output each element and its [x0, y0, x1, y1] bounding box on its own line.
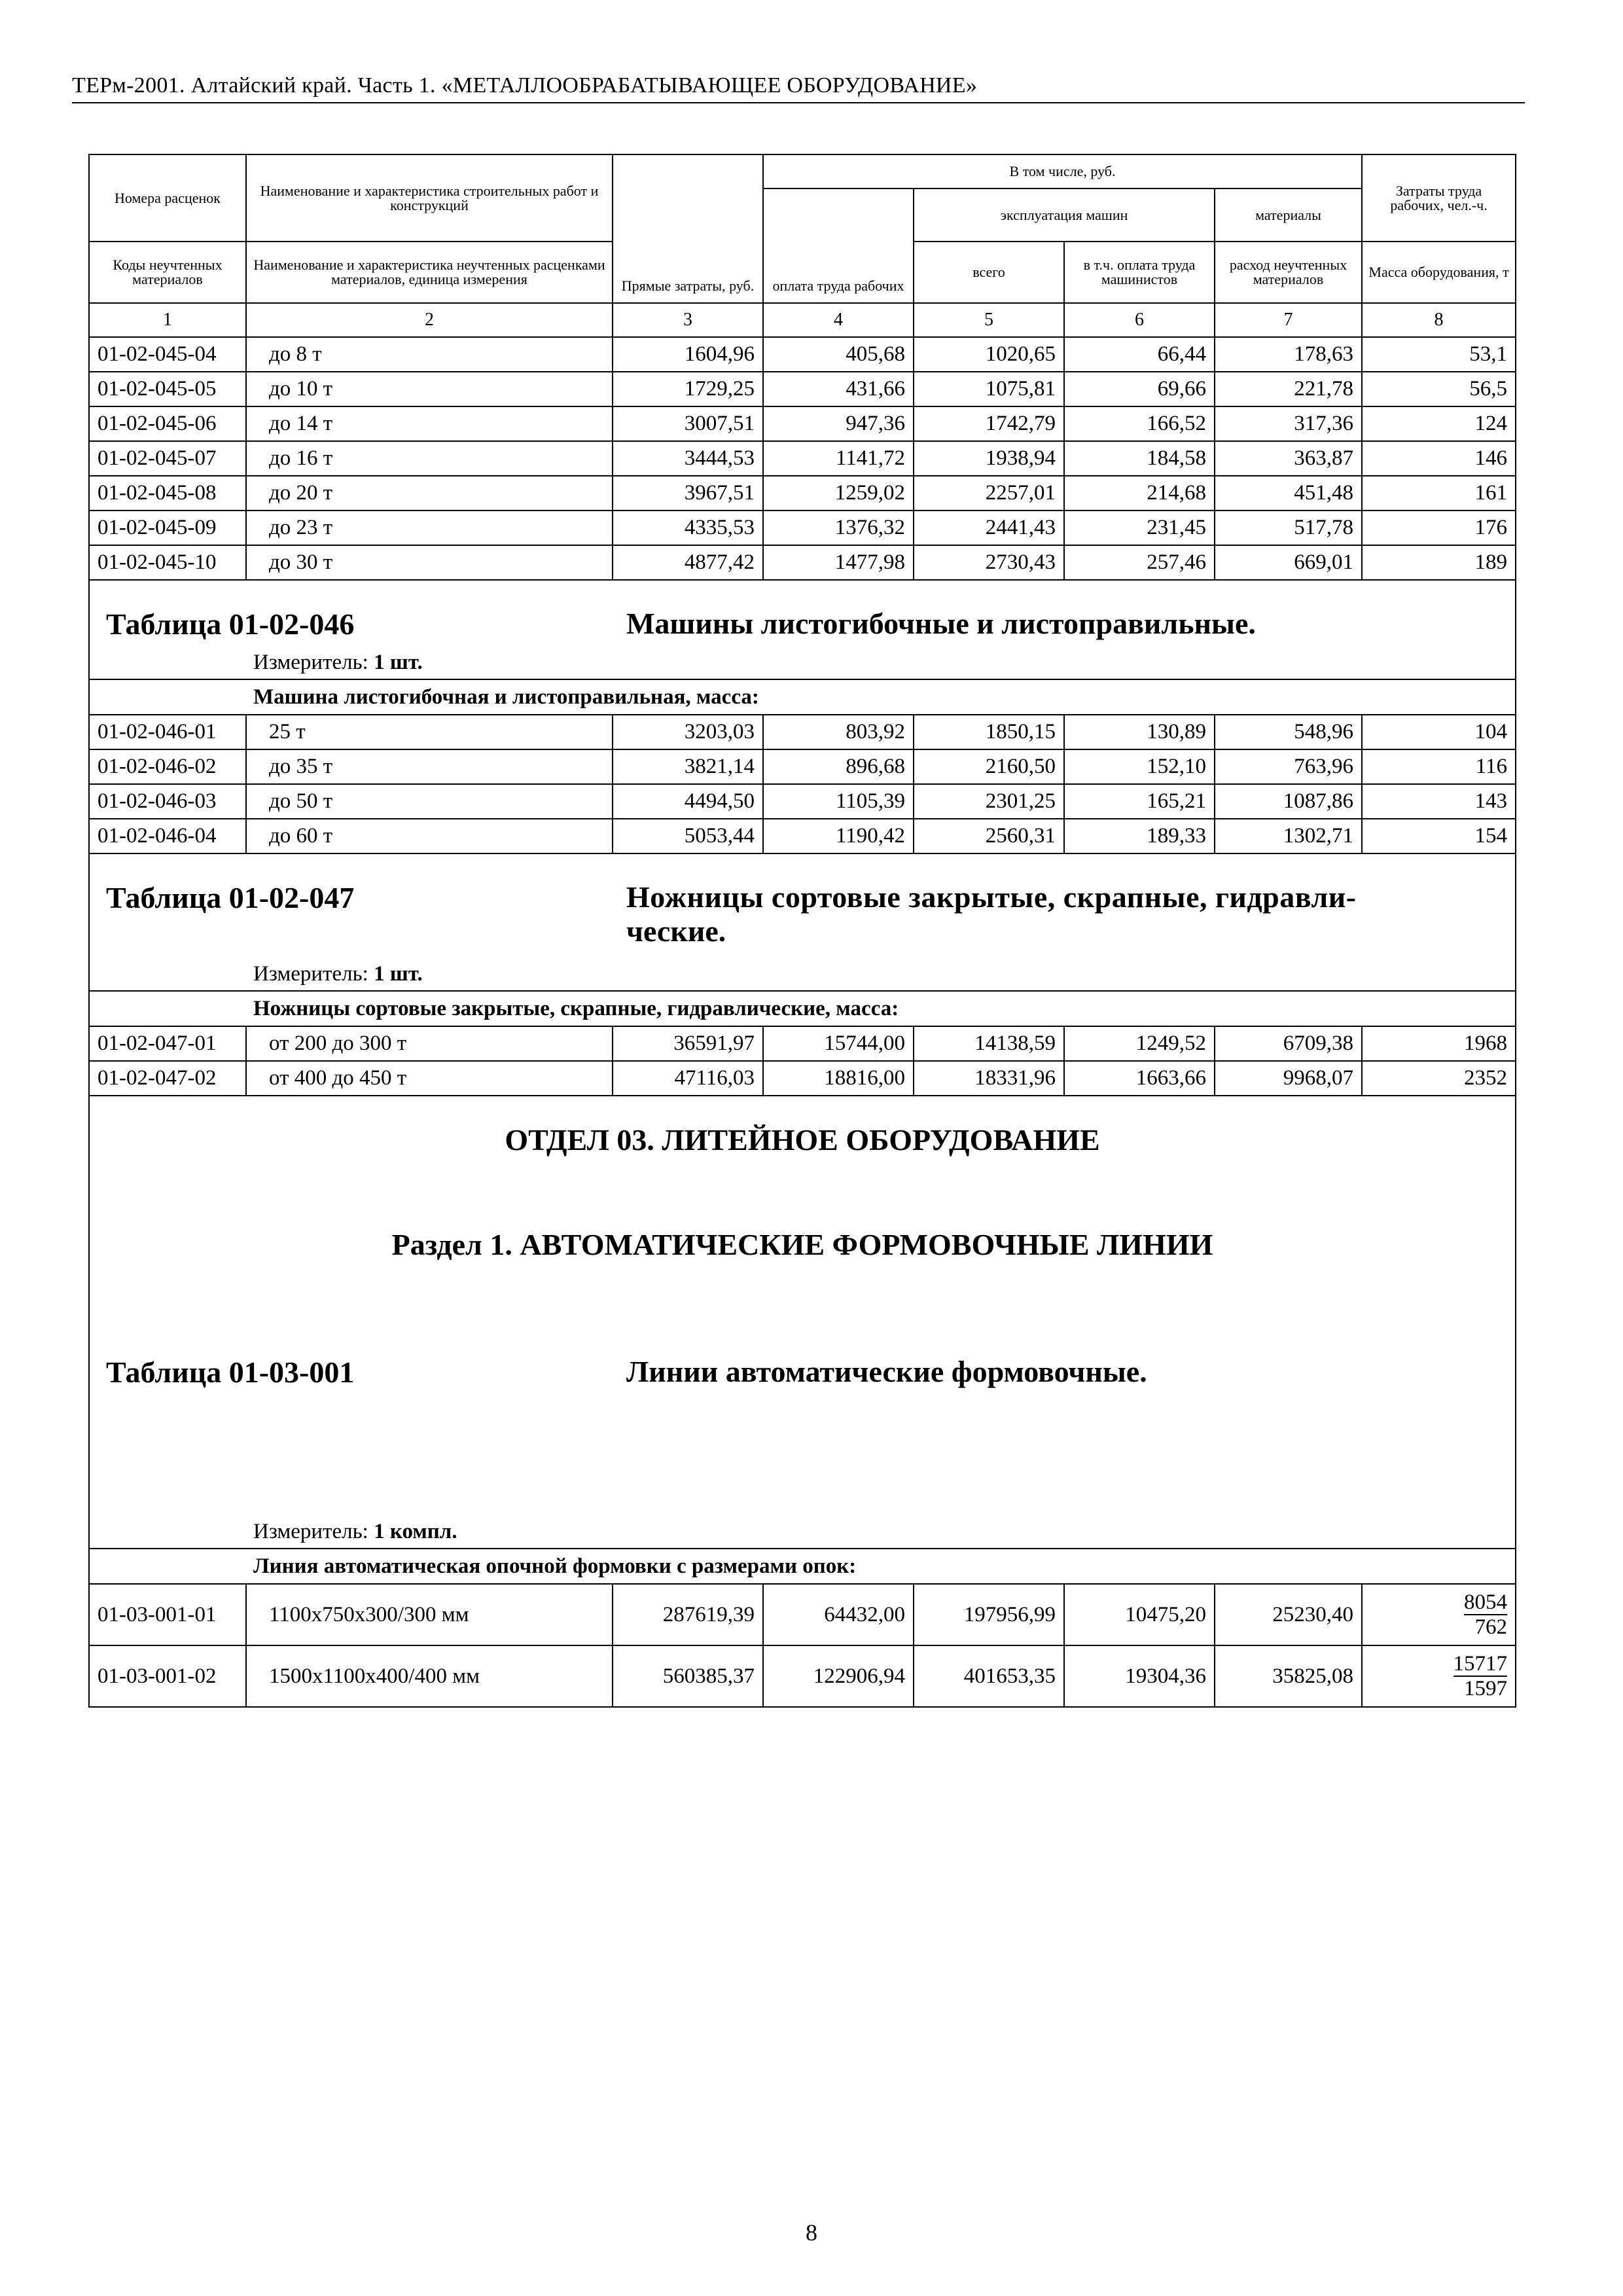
table-row — [89, 749, 1516, 784]
cell-machine-total: 1850,15 — [914, 715, 1064, 749]
table-subheading: Ножницы сортовые закрытые, скрапные, гидравлические, масса: — [89, 991, 1516, 1026]
cell-machine-total: 18331,96 — [914, 1061, 1064, 1096]
table-row — [89, 441, 1516, 476]
cell-rate-name: до 30 т — [246, 545, 613, 580]
cell-machine-total: 2257,01 — [914, 476, 1064, 511]
cell-direct-costs: 4335,53 — [613, 511, 763, 545]
cell-wages: 1477,98 — [763, 545, 914, 580]
cell-materials: 1302,71 — [1215, 819, 1362, 853]
cell-machine-total: 1075,81 — [914, 372, 1064, 406]
cell-direct-costs: 1729,25 — [613, 372, 763, 406]
col-direct-costs: Прямые затраты, руб. — [613, 154, 763, 303]
table-subheading: Машина листогибочная и листоправильная, масса: — [89, 679, 1516, 715]
cell-labor: 161 — [1362, 476, 1516, 511]
cell-machinist-wages: 1663,66 — [1064, 1061, 1215, 1096]
cell-materials: 317,36 — [1215, 406, 1362, 441]
cell-labor: 2352 — [1362, 1061, 1516, 1096]
page-number: 8 — [806, 2219, 817, 2246]
table-title: Таблица 01-02-046 — [106, 607, 355, 641]
cell-rate-code: 01-02-047-02 — [89, 1061, 246, 1096]
cell-rate-name: до 14 т — [246, 406, 613, 441]
cell-labor: 1968 — [1362, 1026, 1516, 1061]
cell-rate-code: 01-02-046-01 — [89, 715, 246, 749]
cell-direct-costs: 4877,42 — [613, 545, 763, 580]
table-047-rows — [89, 1026, 1516, 1096]
cell-materials: 9968,07 — [1215, 1061, 1362, 1096]
cell-machinist-wages: 66,44 — [1064, 337, 1215, 372]
cell-machinist-wages: 152,10 — [1064, 749, 1215, 784]
cell-machinist-wages: 69,66 — [1064, 372, 1215, 406]
running-header: ТЕРм-2001. Алтайский край. Часть 1. «МЕТАЛЛООБРАБАТЫВАЮЩЕЕ ОБОРУДОВАНИЕ» — [72, 73, 1525, 103]
section-title: Раздел 1. АВТОМАТИЧЕСКИЕ ФОРМОВОЧНЫЕ ЛИНИИ — [391, 1228, 1213, 1261]
cell-materials: 363,87 — [1215, 441, 1362, 476]
col-equipment-mass: Масса оборудования, т — [1362, 242, 1516, 303]
cell-rate-code: 01-02-046-03 — [89, 784, 246, 819]
cell-direct-costs: 36591,97 — [613, 1026, 763, 1061]
cell-direct-costs: 5053,44 — [613, 819, 763, 853]
cell-rate-code: 01-02-046-02 — [89, 749, 246, 784]
cell-machinist-wages: 231,45 — [1064, 511, 1215, 545]
cell-machine-total: 197956,99 — [914, 1584, 1064, 1645]
cell-rate-name: от 200 до 300 т — [246, 1026, 613, 1061]
unit-of-measure: Измеритель: 1 шт. — [253, 962, 423, 986]
cell-machine-total: 2160,50 — [914, 749, 1064, 784]
cell-labor: 104 — [1362, 715, 1516, 749]
cell-materials: 6709,38 — [1215, 1026, 1362, 1061]
table-row — [89, 1584, 1516, 1645]
cell-rate-name: до 50 т — [246, 784, 613, 819]
cell-rate-name: до 23 т — [246, 511, 613, 545]
cell-labor: 176 — [1362, 511, 1516, 545]
cell-wages: 1141,72 — [763, 441, 914, 476]
cell-rate-name: 25 т — [246, 715, 613, 749]
cell-machinist-wages: 189,33 — [1064, 819, 1215, 853]
cell-machinist-wages: 1249,52 — [1064, 1026, 1215, 1061]
cell-rate-code: 01-02-045-08 — [89, 476, 246, 511]
col-unaccounted-materials: расход неучтенных материалов — [1215, 242, 1362, 303]
cell-rate-name: до 60 т — [246, 819, 613, 853]
table-row — [89, 784, 1516, 819]
table-row — [89, 1645, 1516, 1707]
cell-rate-code: 01-02-045-07 — [89, 441, 246, 476]
cell-labor: 154 — [1362, 819, 1516, 853]
cell-machinist-wages: 19304,36 — [1064, 1645, 1215, 1707]
cell-machine-total: 2730,43 — [914, 545, 1064, 580]
cell-materials: 517,78 — [1215, 511, 1362, 545]
cell-direct-costs: 3203,03 — [613, 715, 763, 749]
col-incl-machinist-wages: в т.ч. оплата труда машинистов — [1064, 242, 1215, 303]
division-title: ОТДЕЛ 03. ЛИТЕЙНОЕ ОБОРУДОВАНИЕ — [505, 1123, 1100, 1157]
table-description: Линии автоматические формовочные. — [626, 1355, 1147, 1388]
table-row — [89, 1061, 1516, 1096]
cell-direct-costs: 287619,39 — [613, 1584, 763, 1645]
division-heading — [90, 1096, 1515, 1548]
cell-rate-code: 01-03-001-02 — [89, 1645, 246, 1707]
cell-wages: 15744,00 — [763, 1026, 914, 1061]
col-wages: оплата труда рабочих — [763, 188, 914, 303]
cell-machinist-wages: 166,52 — [1064, 406, 1215, 441]
cell-rate-name: 1500х1100х400/400 мм — [246, 1645, 613, 1707]
table-row — [89, 545, 1516, 580]
cell-machine-total: 2301,25 — [914, 784, 1064, 819]
cell-rate-name: до 35 т — [246, 749, 613, 784]
cell-wages: 431,66 — [763, 372, 914, 406]
cell-machinist-wages: 10475,20 — [1064, 1584, 1215, 1645]
col-rate-numbers: Номера расценок — [89, 154, 246, 242]
cell-direct-costs: 560385,37 — [613, 1645, 763, 1707]
cell-wages: 1105,39 — [763, 784, 914, 819]
table-row — [89, 715, 1516, 749]
cell-machine-total: 1742,79 — [914, 406, 1064, 441]
cell-machinist-wages: 214,68 — [1064, 476, 1215, 511]
cell-rate-code: 01-02-045-05 — [89, 372, 246, 406]
col-names-unaccounted: Наименование и характеристика неучтенных расценками материалов, единица измерения — [246, 242, 613, 303]
cell-rate-name: до 16 т — [246, 441, 613, 476]
cell-materials: 178,63 — [1215, 337, 1362, 372]
cell-rate-name: до 10 т — [246, 372, 613, 406]
cell-wages: 18816,00 — [763, 1061, 914, 1096]
cell-direct-costs: 3821,14 — [613, 749, 763, 784]
table-title: Таблица 01-02-047 — [106, 881, 355, 914]
cell-labor: 56,5 — [1362, 372, 1516, 406]
cell-machine-total: 1020,65 — [914, 337, 1064, 372]
cell-machinist-wages: 130,89 — [1064, 715, 1215, 749]
table-047-heading — [90, 854, 1515, 990]
cell-labor: 53,1 — [1362, 337, 1516, 372]
cell-rate-name: от 400 до 450 т — [246, 1061, 613, 1096]
cell-materials: 669,01 — [1215, 545, 1362, 580]
cell-rate-code: 01-02-045-06 — [89, 406, 246, 441]
col-materials: материалы — [1215, 188, 1362, 242]
col-number: 2 — [246, 303, 613, 337]
cell-direct-costs: 3007,51 — [613, 406, 763, 441]
table-row — [89, 819, 1516, 853]
col-incl: В том числе, руб. — [763, 154, 1362, 188]
cell-rate-code: 01-02-047-01 — [89, 1026, 246, 1061]
unit-of-measure: Измеритель: 1 компл. — [253, 1520, 457, 1543]
unit-of-measure: Измеритель: 1 шт. — [253, 651, 423, 674]
cell-wages: 896,68 — [763, 749, 914, 784]
cell-labor: $\frac{15717}{1597}$ — [1362, 1645, 1516, 1707]
cell-machine-total: 401653,35 — [914, 1645, 1064, 1707]
table-045-rows — [89, 337, 1516, 580]
cell-direct-costs: 3967,51 — [613, 476, 763, 511]
table-046-heading — [90, 581, 1515, 679]
table-row — [89, 337, 1516, 372]
cell-direct-costs: 47116,03 — [613, 1061, 763, 1096]
col-number: 8 — [1362, 303, 1516, 337]
table-title: Таблица 01-03-001 — [106, 1355, 355, 1389]
cell-materials: 221,78 — [1215, 372, 1362, 406]
cell-machine-total: 14138,59 — [914, 1026, 1064, 1061]
table-row — [89, 511, 1516, 545]
cell-wages: 1259,02 — [763, 476, 914, 511]
table-03-001-rows — [89, 1584, 1516, 1707]
col-total: всего — [914, 242, 1064, 303]
cell-machinist-wages: 165,21 — [1064, 784, 1215, 819]
cell-labor: 189 — [1362, 545, 1516, 580]
cell-rate-name: 1100х750х300/300 мм — [246, 1584, 613, 1645]
cell-rate-code: 01-03-001-01 — [89, 1584, 246, 1645]
cell-wages: 405,68 — [763, 337, 914, 372]
rates-table — [88, 154, 1516, 1708]
col-codes-unaccounted: Коды неучтенных материалов — [89, 242, 246, 303]
cell-wages: 1190,42 — [763, 819, 914, 853]
cell-wages: 947,36 — [763, 406, 914, 441]
cell-wages: 1376,32 — [763, 511, 914, 545]
cell-direct-costs: 3444,53 — [613, 441, 763, 476]
cell-labor: $\frac{8054}{762}$ — [1362, 1584, 1516, 1645]
cell-machinist-wages: 184,58 — [1064, 441, 1215, 476]
cell-materials: 1087,86 — [1215, 784, 1362, 819]
table-row — [89, 406, 1516, 441]
cell-materials: 548,96 — [1215, 715, 1362, 749]
col-labor: Затраты труда рабочих, чел.-ч. — [1362, 154, 1516, 242]
cell-direct-costs: 1604,96 — [613, 337, 763, 372]
col-number: 4 — [763, 303, 914, 337]
cell-rate-code: 01-02-045-04 — [89, 337, 246, 372]
cell-labor: 146 — [1362, 441, 1516, 476]
col-number: 3 — [613, 303, 763, 337]
col-work-name: Наименование и характеристика строительных работ и конструкций — [246, 154, 613, 242]
cell-rate-code: 01-02-045-10 — [89, 545, 246, 580]
cell-wages: 64432,00 — [763, 1584, 914, 1645]
table-row — [89, 372, 1516, 406]
table-subheading: Линия автоматическая опочной формовки с размерами опок: — [89, 1549, 1516, 1584]
col-number: 1 — [89, 303, 246, 337]
cell-wages: 122906,94 — [763, 1645, 914, 1707]
col-machine-use: эксплуатация машин — [914, 188, 1215, 242]
col-number: 7 — [1215, 303, 1362, 337]
table-046-rows — [89, 715, 1516, 853]
cell-rate-code: 01-02-045-09 — [89, 511, 246, 545]
cell-rate-name: до 8 т — [246, 337, 613, 372]
cell-materials: 451,48 — [1215, 476, 1362, 511]
cell-machinist-wages: 257,46 — [1064, 545, 1215, 580]
cell-materials: 763,96 — [1215, 749, 1362, 784]
cell-labor: 143 — [1362, 784, 1516, 819]
table-description: Машины листогибочные и листоправильные. — [626, 607, 1256, 640]
col-number: 6 — [1064, 303, 1215, 337]
cell-rate-code: 01-02-046-04 — [89, 819, 246, 853]
cell-rate-name: до 20 т — [246, 476, 613, 511]
cell-direct-costs: 4494,50 — [613, 784, 763, 819]
cell-wages: 803,92 — [763, 715, 914, 749]
cell-machine-total: 2441,43 — [914, 511, 1064, 545]
cell-labor: 116 — [1362, 749, 1516, 784]
cell-machine-total: 2560,31 — [914, 819, 1064, 853]
cell-materials: 35825,08 — [1215, 1645, 1362, 1707]
table-row — [89, 476, 1516, 511]
table-row — [89, 1026, 1516, 1061]
cell-labor: 124 — [1362, 406, 1516, 441]
cell-materials: 25230,40 — [1215, 1584, 1362, 1645]
col-number: 5 — [914, 303, 1064, 337]
cell-machine-total: 1938,94 — [914, 441, 1064, 476]
table-description: Ножницы сортовые закрытые, скрапные, гидравли- ческие. — [626, 880, 1357, 948]
